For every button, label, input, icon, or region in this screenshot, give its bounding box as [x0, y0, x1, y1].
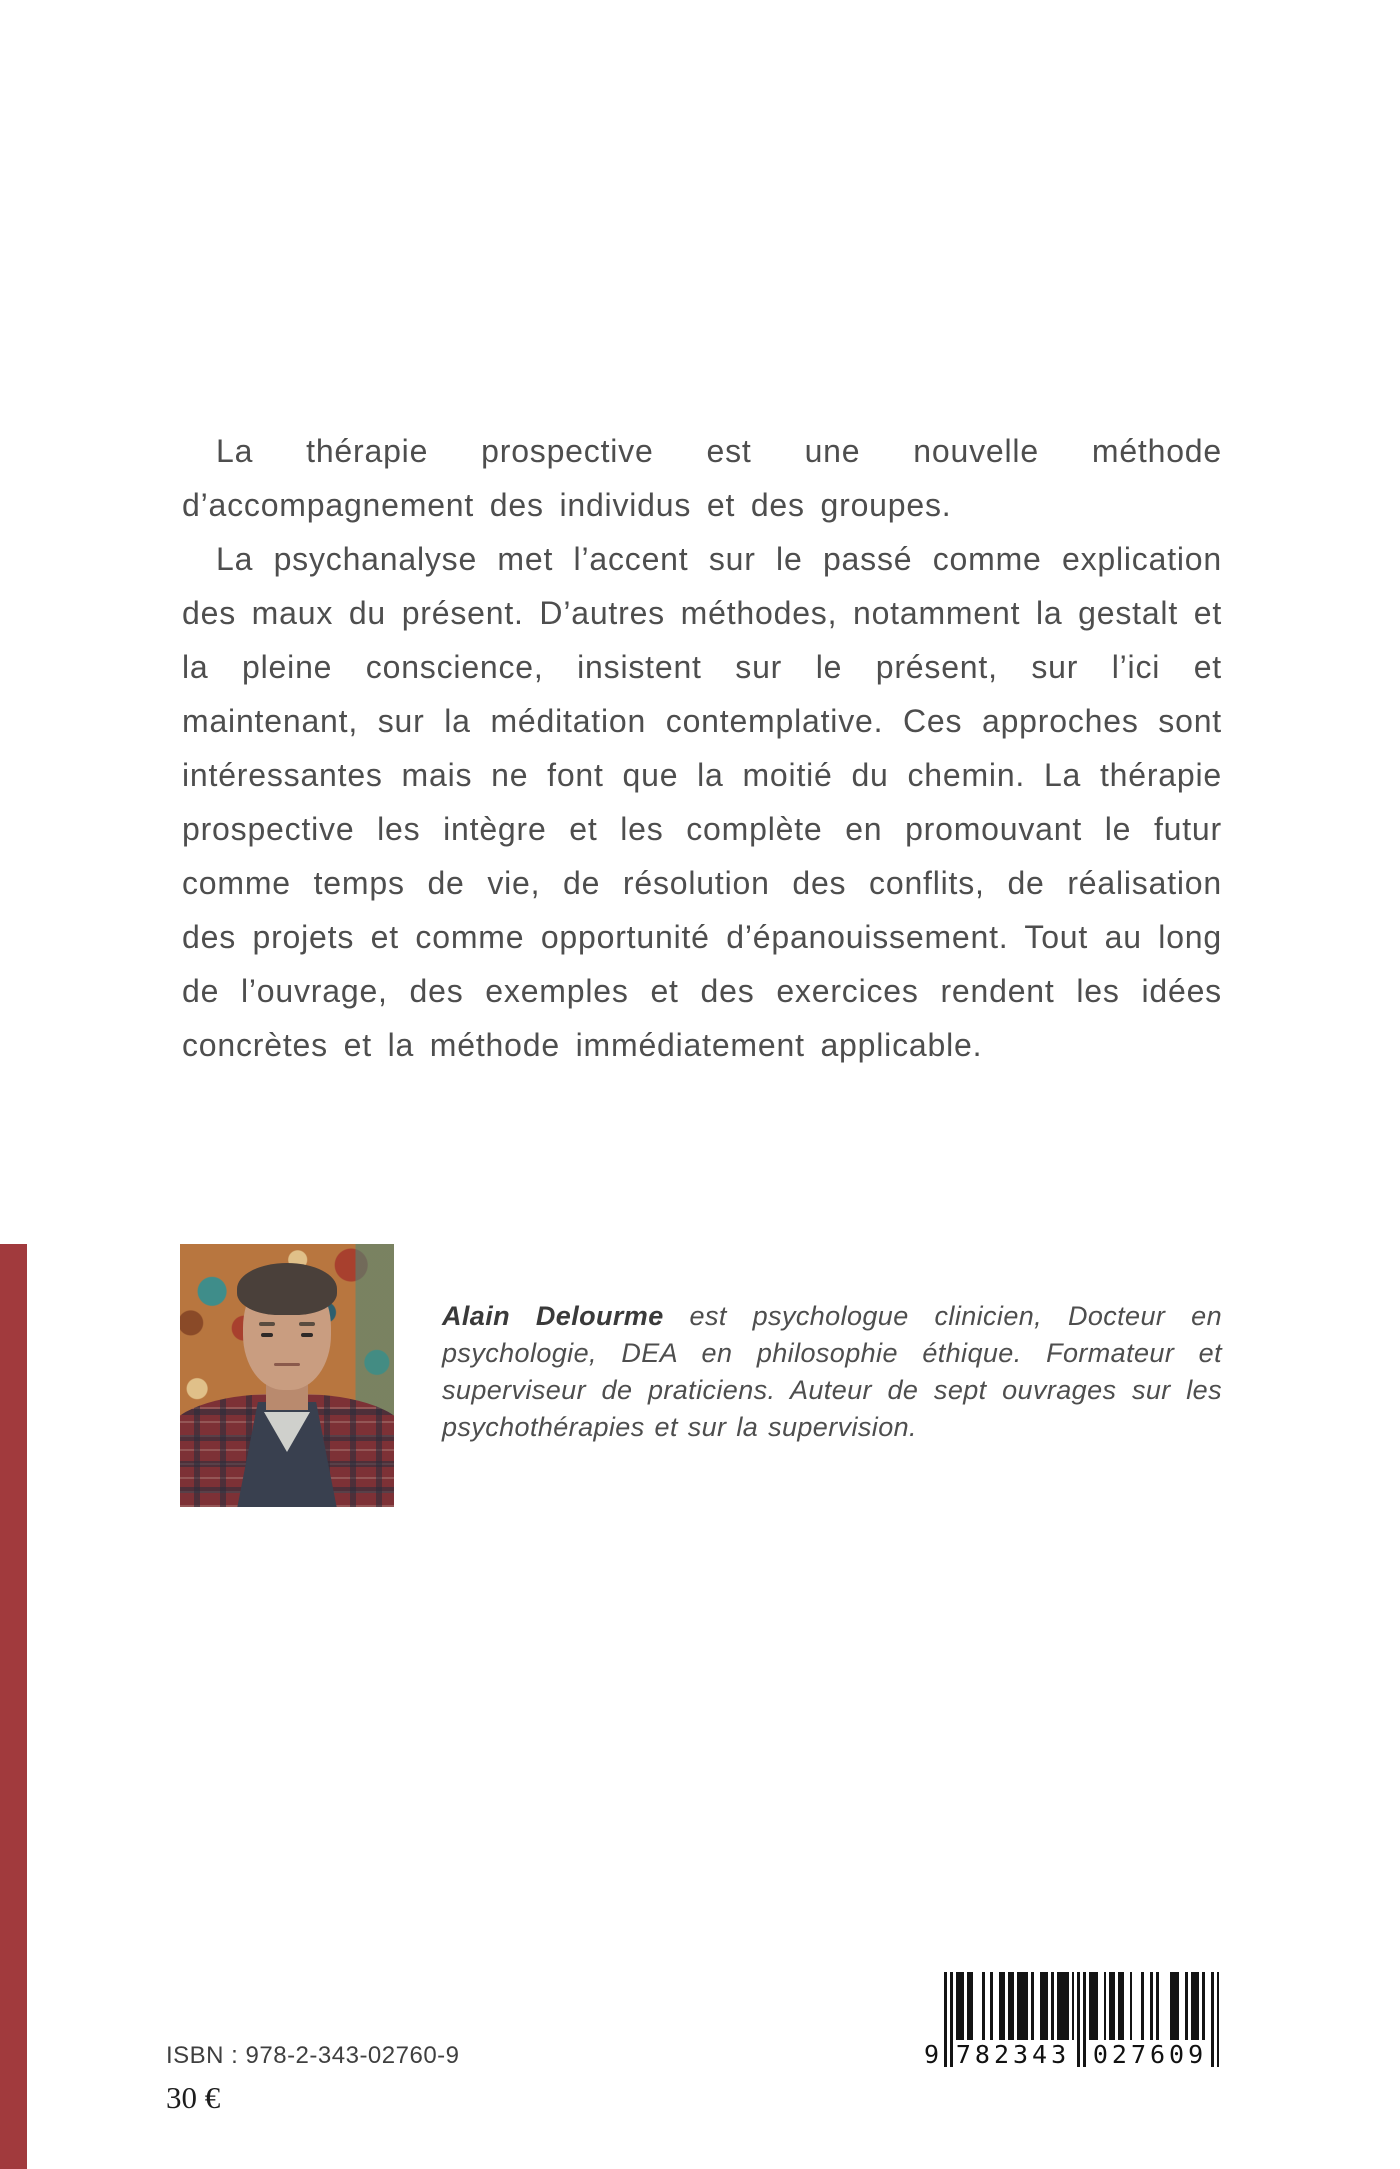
- synopsis: [182, 424, 1222, 1072]
- photo-eyebrow-right: [299, 1322, 315, 1326]
- isbn-text: ISBN : 978-2-343-02760-9: [166, 2042, 460, 2069]
- barcode-left-group: 782343: [955, 2040, 1071, 2069]
- synopsis-paragraph-2: La psychanalyse met l’accent sur le passé comme explication des maux du présent. D’autres méthodes, notamment la gestalt et la pleine conscience, insistent sur le présent, sur l’ici et maintenant, sur la méditation contemplative. Ces approches sont intéressantes mais ne font que la moitié du chemin. La thérapie prospective les intègre et les complète en promouvant le futur comme temps de vie, de résolution des conflits, de réalisation des projets et comme opportunité d’épanouissement. Tout au long de l’ouvrage, des exemples et des exercices rendent les idées concrètes et la méthode immédiatement applicable.: [182, 541, 1223, 1063]
- photo-eyebrow-left: [259, 1322, 275, 1326]
- synopsis-paragraph-1: La thérapie prospective est une nouvelle méthode d’accompagnement des individus et des groupes.: [182, 433, 1222, 523]
- price-text: 30 €: [166, 2080, 221, 2115]
- author-name: Alain Delourme: [442, 1301, 664, 1331]
- photo-mouth: [274, 1363, 300, 1366]
- barcode: [924, 1972, 1224, 2097]
- spine-accent-stripe: [0, 1244, 27, 2169]
- photo-face: [243, 1270, 331, 1390]
- author-bio-text: est psychologue clinicien, Docteur en psychologie, DEA en philosophie éthique. Formateur et superviseur de praticiens. Auteur de sept ouvrages sur les psychothérapies et sur la supervision.: [442, 1301, 1223, 1442]
- barcode-lead-digit: 9: [924, 2040, 940, 2069]
- barcode-digits: [924, 2038, 1224, 2069]
- photo-hair: [237, 1263, 337, 1315]
- photo-eye-right: [301, 1333, 313, 1337]
- photo-eye-left: [261, 1333, 273, 1337]
- author-bio: [442, 1298, 1222, 1446]
- author-photo: [180, 1244, 394, 1507]
- barcode-right-group: 027609: [1092, 2040, 1208, 2069]
